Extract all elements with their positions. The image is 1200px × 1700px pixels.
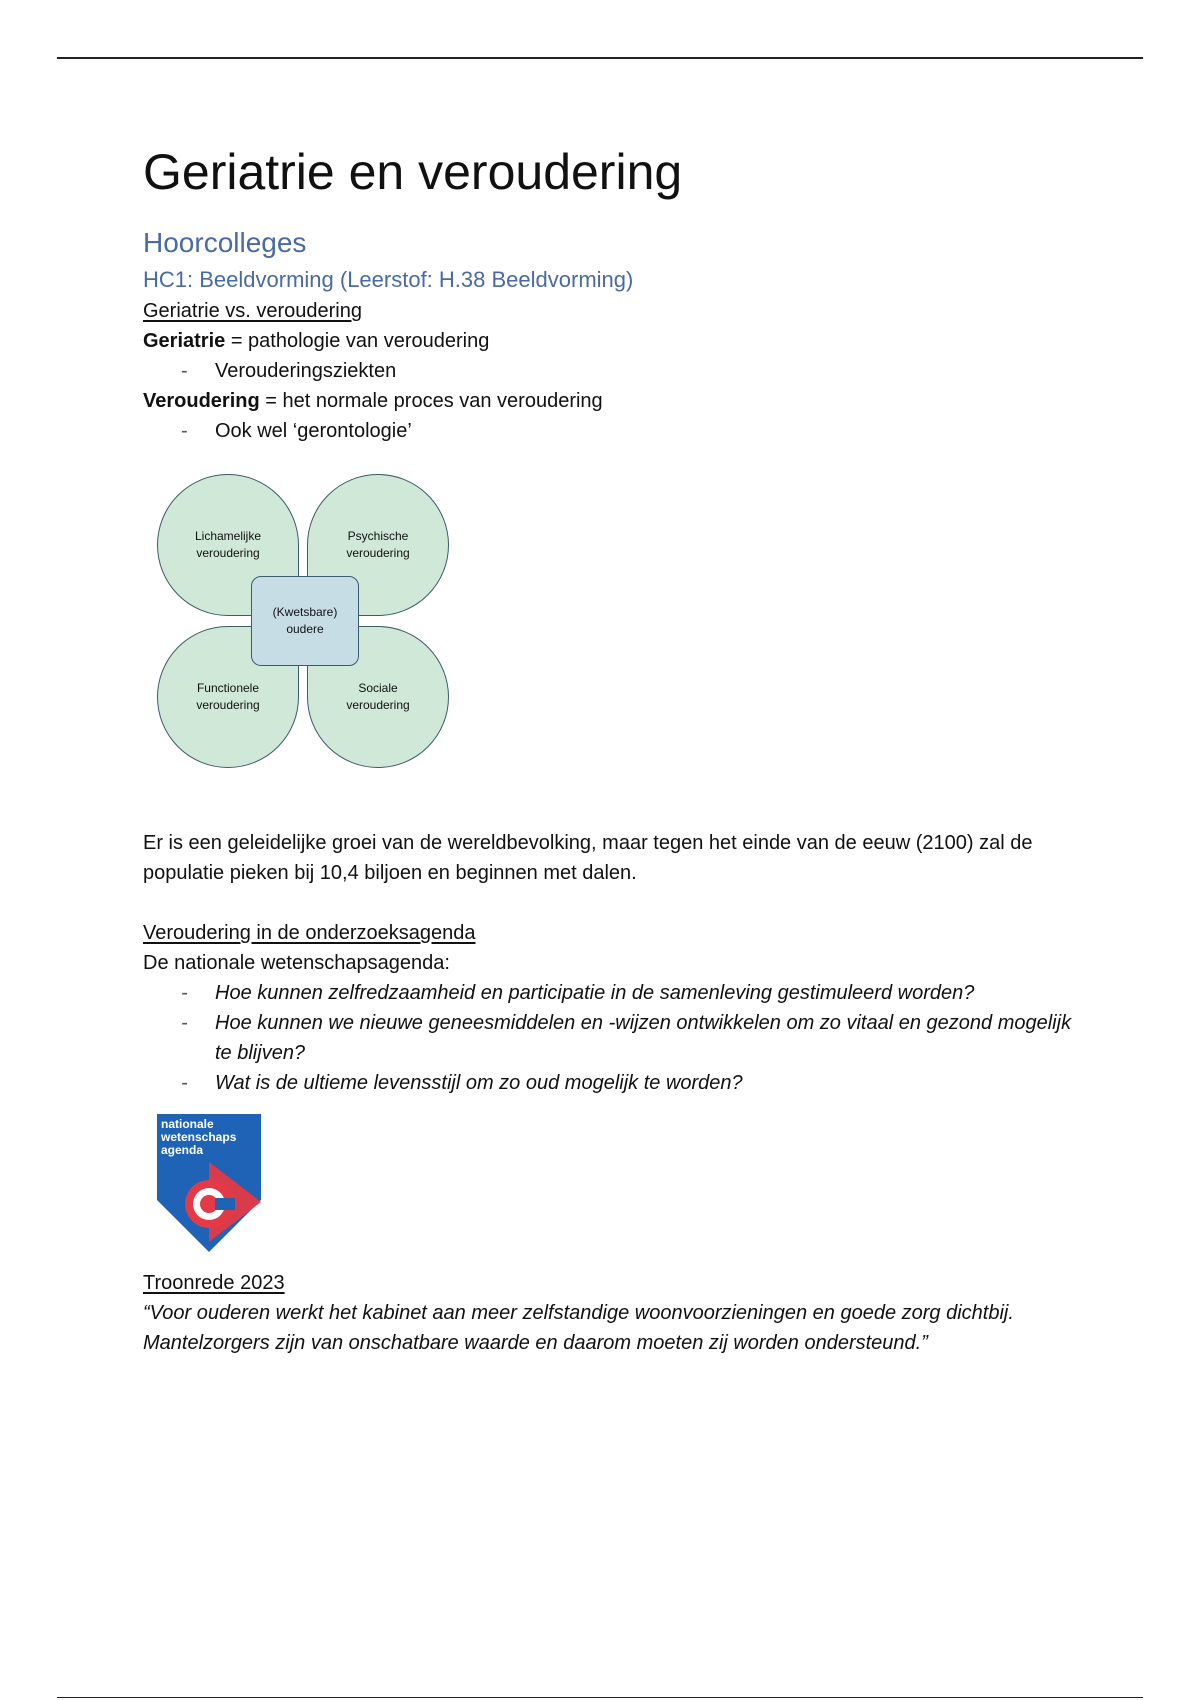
agenda-questions [143,978,1083,1098]
subheading-geriatrie-vs: Geriatrie vs. veroudering [143,300,362,322]
nwa-logo [155,1112,263,1258]
ageing-diagram [143,464,463,794]
term-veroudering: Veroudering [143,390,260,412]
subheading-troonrede: Troonrede 2023 [143,1272,285,1294]
list-item: - Ook wel ‘gerontologie’ [143,416,1083,446]
top-rule [57,57,1143,59]
nwa-logo-text: nationale wetenschaps agenda [161,1117,237,1157]
diagram-petal-functioneel: Functionele veroudering [157,626,299,768]
bottom-rule [57,1697,1143,1698]
geriatrie-list [143,356,1083,386]
diagram-center: (Kwetsbare) oudere [251,576,359,666]
page-title: Geriatrie en veroudering [143,144,683,200]
diagram-petal-sociaal: Sociale veroudering [307,626,449,768]
list-item: - Hoe kunnen we nieuwe geneesmiddelen en -wijzen ontwikkelen om zo vitaal en gezond mogelijk te blijven? [143,1008,1083,1068]
list-item: - Hoe kunnen zelfredzaamheid en participatie in de samenleving gestimuleerd worden? [143,978,1083,1008]
definition-text: = pathologie van veroudering [225,330,490,352]
veroudering-list [143,416,1083,446]
term-geriatrie: Geriatrie [143,330,226,352]
diagram-petal-lichamelijk: Lichamelijke veroudering [157,474,299,616]
population-paragraph: Er is een geleidelijke groei van de wereldbevolking, maar tegen het einde van de eeuw (2100) zal de populatie pieken bij 10,4 biljoen en beginnen met dalen. [143,832,1033,884]
agenda-intro: De nationale wetenschapsagenda: [143,952,450,974]
troonrede-quote: “Voor ouderen werkt het kabinet aan meer zelfstandige woonvoorzieningen en goede zorg dichtbij. Mantelzorgers zijn van onschatbare waarde en daarom moeten zij worden ondersteund.” [143,1302,1014,1354]
section-heading: Hoorcolleges [143,227,307,258]
definition-veroudering [143,386,1083,416]
subheading-onderzoeksagenda: Veroudering in de onderzoeksagenda [143,922,476,944]
definition-text: = het normale proces van veroudering [259,390,603,412]
list-item: - Wat is de ultieme levensstijl om zo oud mogelijk te worden? [143,1068,1083,1098]
document-body [143,140,1083,1358]
list-item: - Verouderingsziekten [143,356,1083,386]
lecture-heading: HC1: Beeldvorming (Leerstof: H.38 Beeldvorming) [143,267,634,292]
diagram-petal-psychisch: Psychische veroudering [307,474,449,616]
definition-geriatrie [143,326,1083,356]
